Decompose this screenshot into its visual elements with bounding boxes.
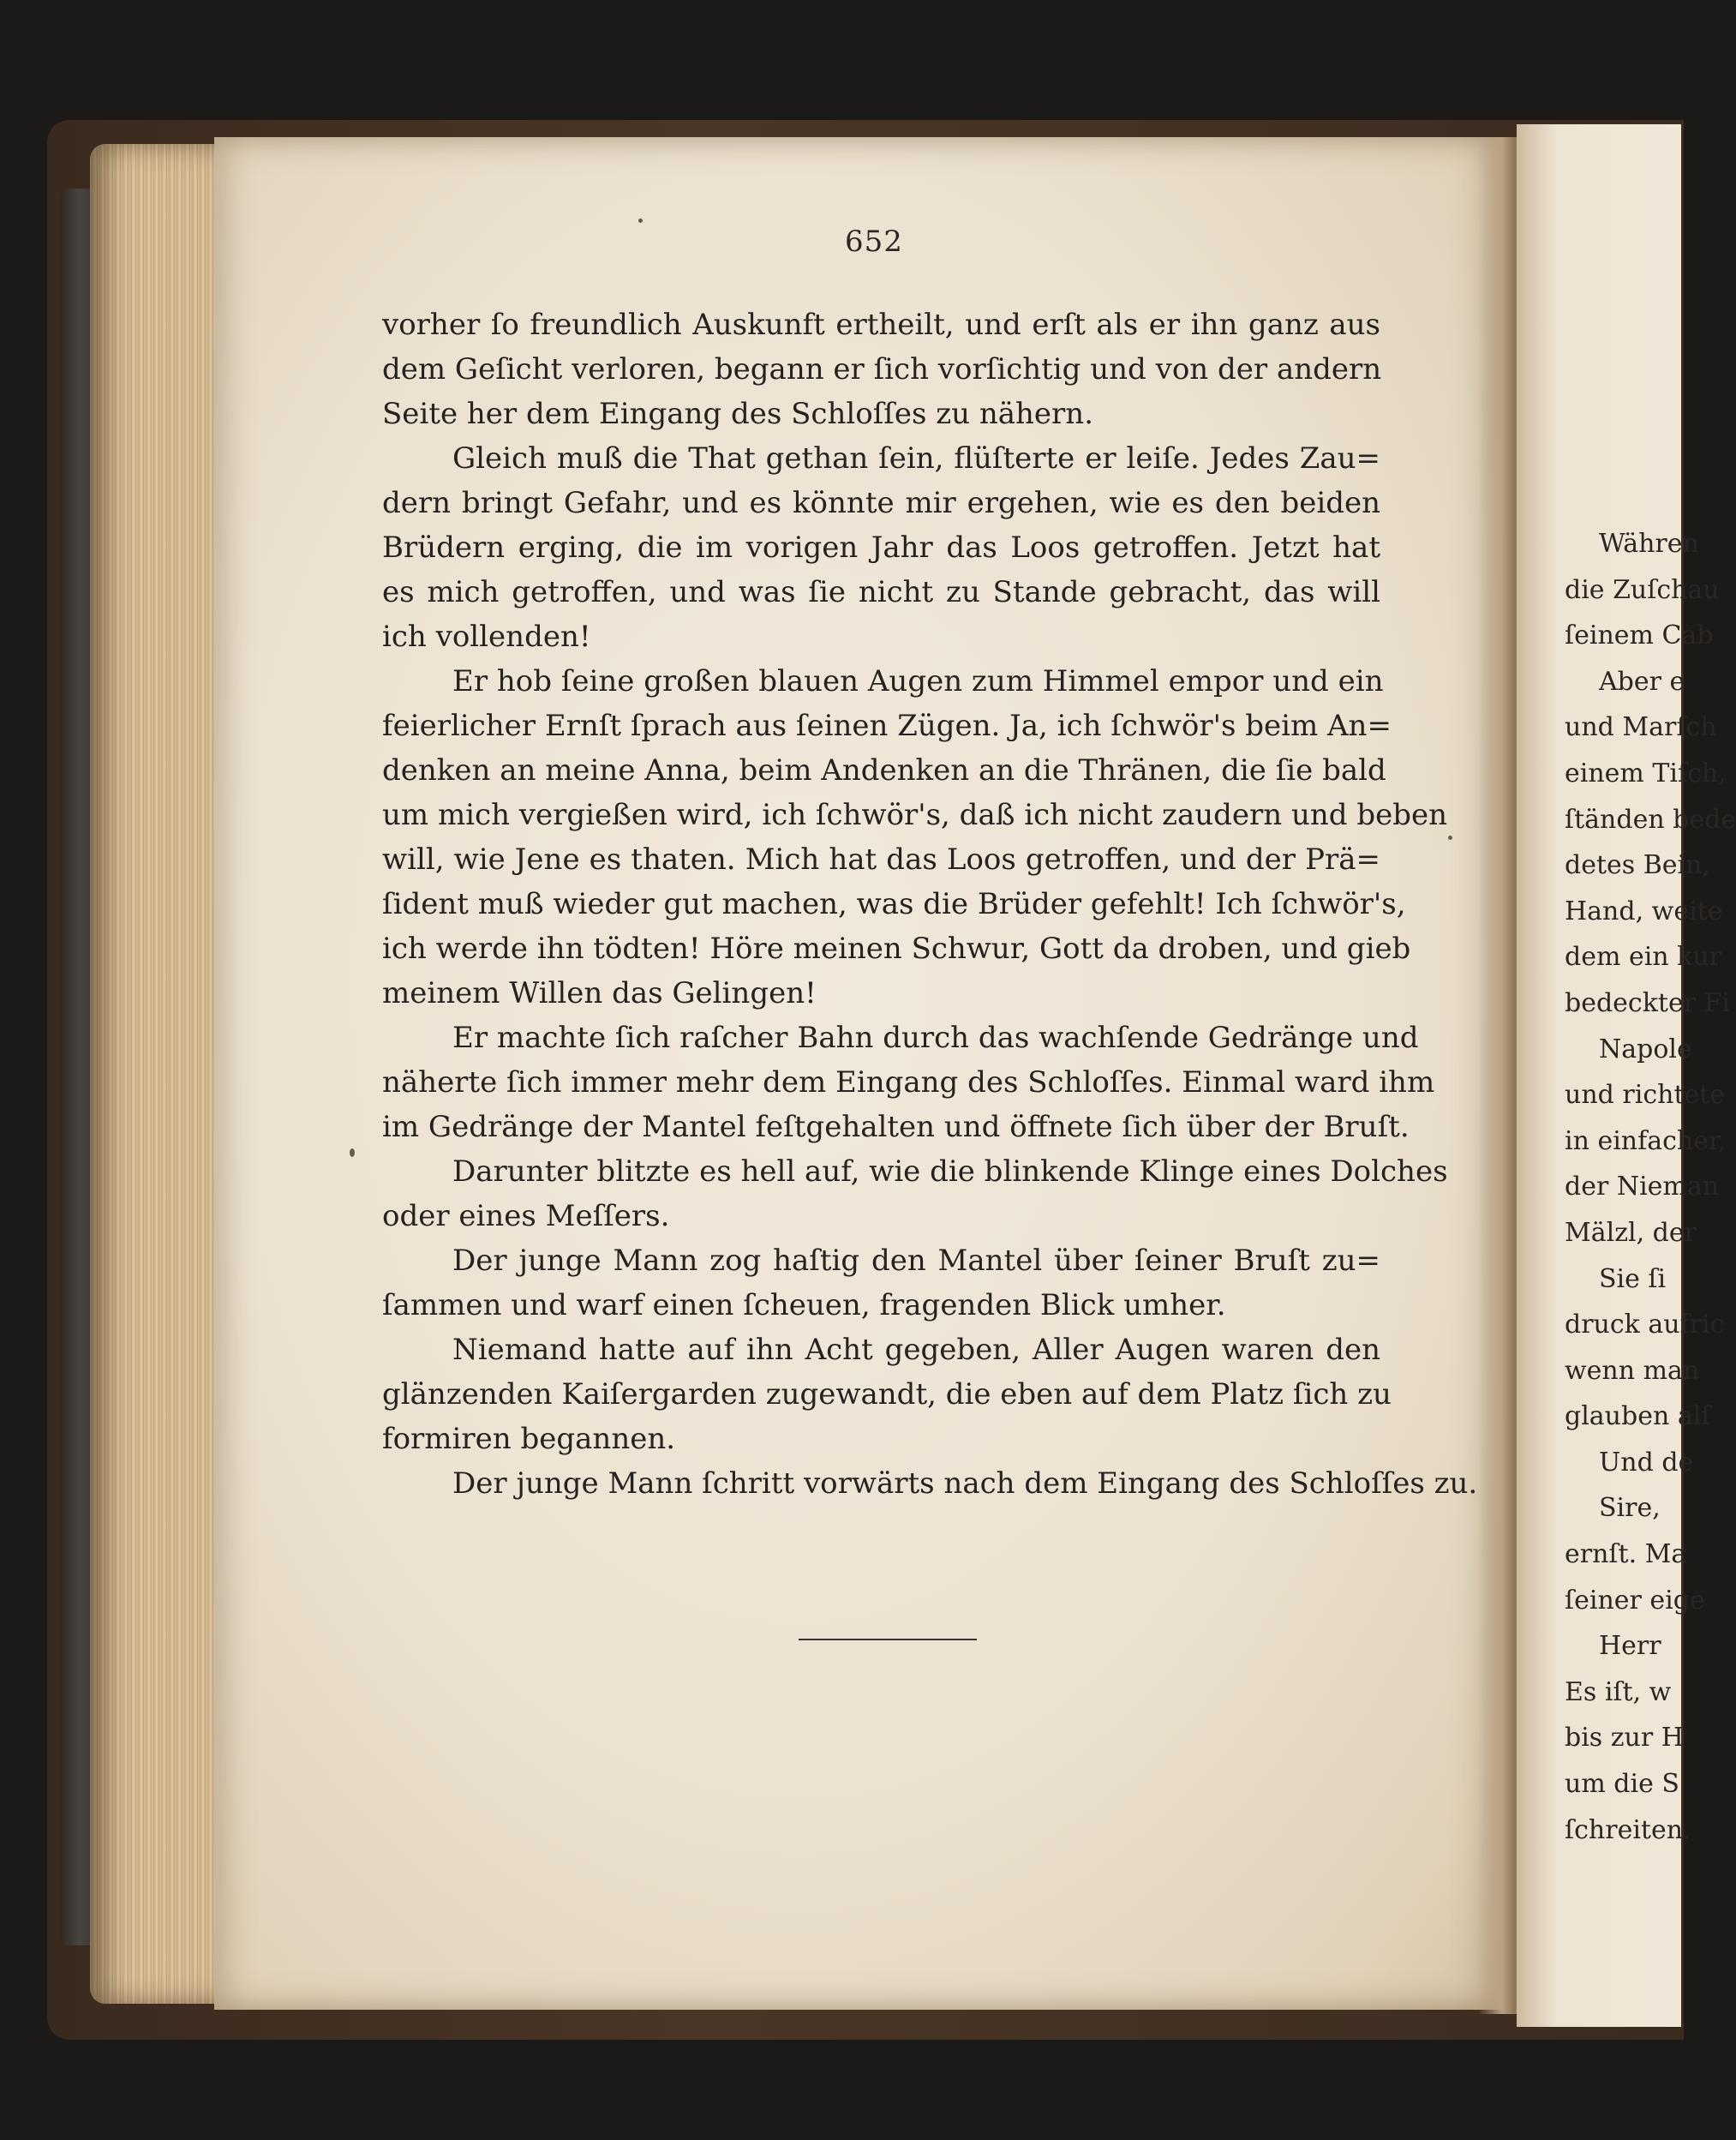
paper-speck [350, 1148, 355, 1157]
text-line: Hand, weite [1565, 896, 1723, 926]
text-line: glauben alſ [1565, 1401, 1711, 1432]
text-line: ſchreiten. [1565, 1814, 1691, 1845]
text-line: Mälzl, der [1565, 1217, 1697, 1248]
text-line: ernſt. Ma [1565, 1539, 1687, 1570]
text-line: detes Bein, [1565, 850, 1710, 881]
text-line: ſident muß wieder gut machen, was die Brüder gefehlt! Ich ſchwör's, [382, 887, 1406, 921]
text-line: Herr [1599, 1631, 1661, 1662]
text-line: ſtänden bede [1565, 804, 1736, 835]
text-line: Währen [1599, 529, 1699, 559]
text-line: feierlicher Ernſt ſprach aus ſeinen Zügen. Ja, ich ſchwör's beim An= [382, 709, 1392, 743]
text-line: in einfacher, [1565, 1125, 1727, 1156]
text-line: vorher ſo freundlich Auskunft ertheilt, und erſt als er ihn ganz aus [382, 308, 1380, 342]
text-line: dem ein kur [1565, 942, 1721, 973]
text-line: um mich vergießen wird, ich ſchwör's, daß ich nicht zaudern und beben [382, 798, 1447, 832]
chapter-end-rule [799, 1639, 977, 1640]
text-line: Er hob ſeine großen blauen Augen zum Himmel empor und ein [452, 664, 1384, 698]
text-line: die Zuſchau [1565, 574, 1720, 605]
text-line: Der junge Mann ſchritt vorwärts nach dem Eingang des Schloſſes zu. [452, 1466, 1478, 1501]
text-line: Brüdern erging, die im vorigen Jahr das Loos getroffen. Jetzt hat [382, 531, 1380, 565]
text-line: glänzenden Kaiſergarden zugewandt, die eben auf dem Platz ſich zu [382, 1377, 1392, 1412]
text-line: Der junge Mann zog haſtig den Mantel über ſeiner Bruſt zu= [452, 1244, 1380, 1278]
paper-speck [638, 219, 643, 223]
text-line: will, wie Jene es thaten. Mich hat das Loos getroffen, und der Prä= [382, 842, 1380, 877]
text-line: ſammen und warf einen ſcheuen, fragenden Blick umher. [382, 1288, 1226, 1322]
text-line: Napole [1599, 1034, 1692, 1064]
text-line: bis zur H [1565, 1723, 1684, 1753]
text-line: Gleich muß die That gethan ſein, flüſterte er leiſe. Jedes Zau= [452, 441, 1380, 476]
page-number: 652 [845, 225, 903, 259]
text-line: dern bringt Gefahr, und es könnte mir ergehen, wie es den beiden [382, 486, 1380, 520]
text-line: ich werde ihn tödten! Höre meinen Schwur, Gott da droben, und gieb [382, 932, 1411, 966]
text-line: ich vollenden! [382, 620, 591, 654]
text-line: meinem Willen das Gelingen! [382, 976, 817, 1010]
text-line: formiren begannen. [382, 1422, 676, 1456]
text-line: Es iſt, w [1565, 1676, 1672, 1707]
text-line: Seite her dem Eingang des Schloſſes zu nähern. [382, 397, 1094, 431]
paper-speck [1448, 836, 1452, 840]
text-line: und Marſch [1565, 712, 1717, 743]
text-line: denken an meine Anna, beim Andenken an die Thränen, die ſie bald [382, 753, 1386, 788]
right-page-text [1565, 521, 1736, 1853]
text-line: näherte ſich immer mehr dem Eingang des Schloſſes. Einmal ward ihm [382, 1065, 1435, 1100]
text-line: Sie ſi [1599, 1263, 1667, 1294]
text-line: bedeckter Fi [1565, 987, 1730, 1018]
text-line: es mich getroffen, und was ſie nicht zu Stande gebracht, das will [382, 575, 1380, 609]
text-line: einem Tiſch, [1565, 758, 1727, 788]
text-line: und richtete [1565, 1080, 1726, 1111]
text-line: dem Geſicht verloren, begann er ſich vorſichtig und von der andern [382, 352, 1382, 387]
text-line: Darunter blitzte es hell auf, wie die blinkende Klinge eines Dolches [452, 1154, 1448, 1189]
text-line: Aber e [1599, 666, 1685, 697]
text-line: Sire, [1599, 1493, 1661, 1524]
text-line: im Gedränge der Mantel feſtgehalten und öffnete ſich über der Bruſt. [382, 1110, 1410, 1144]
text-line: oder eines Meſſers. [382, 1199, 670, 1233]
text-line: Er machte ſich raſcher Bahn durch das wachſende Gedränge und [452, 1021, 1419, 1055]
page-edges [90, 144, 218, 2004]
text-line: wenn man [1565, 1355, 1700, 1386]
text-line: ſeiner eige [1565, 1585, 1705, 1615]
left-page-text [382, 303, 1478, 1506]
text-line: Und de [1599, 1447, 1694, 1478]
text-line: um die S [1565, 1769, 1679, 1800]
text-line: ſeinem Cab [1565, 620, 1714, 651]
text-line: der Nieman [1565, 1172, 1720, 1202]
text-line: Niemand hatte auf ihn Acht gegeben, Aller Augen waren den [452, 1333, 1380, 1367]
text-line: druck aufric [1565, 1310, 1725, 1340]
